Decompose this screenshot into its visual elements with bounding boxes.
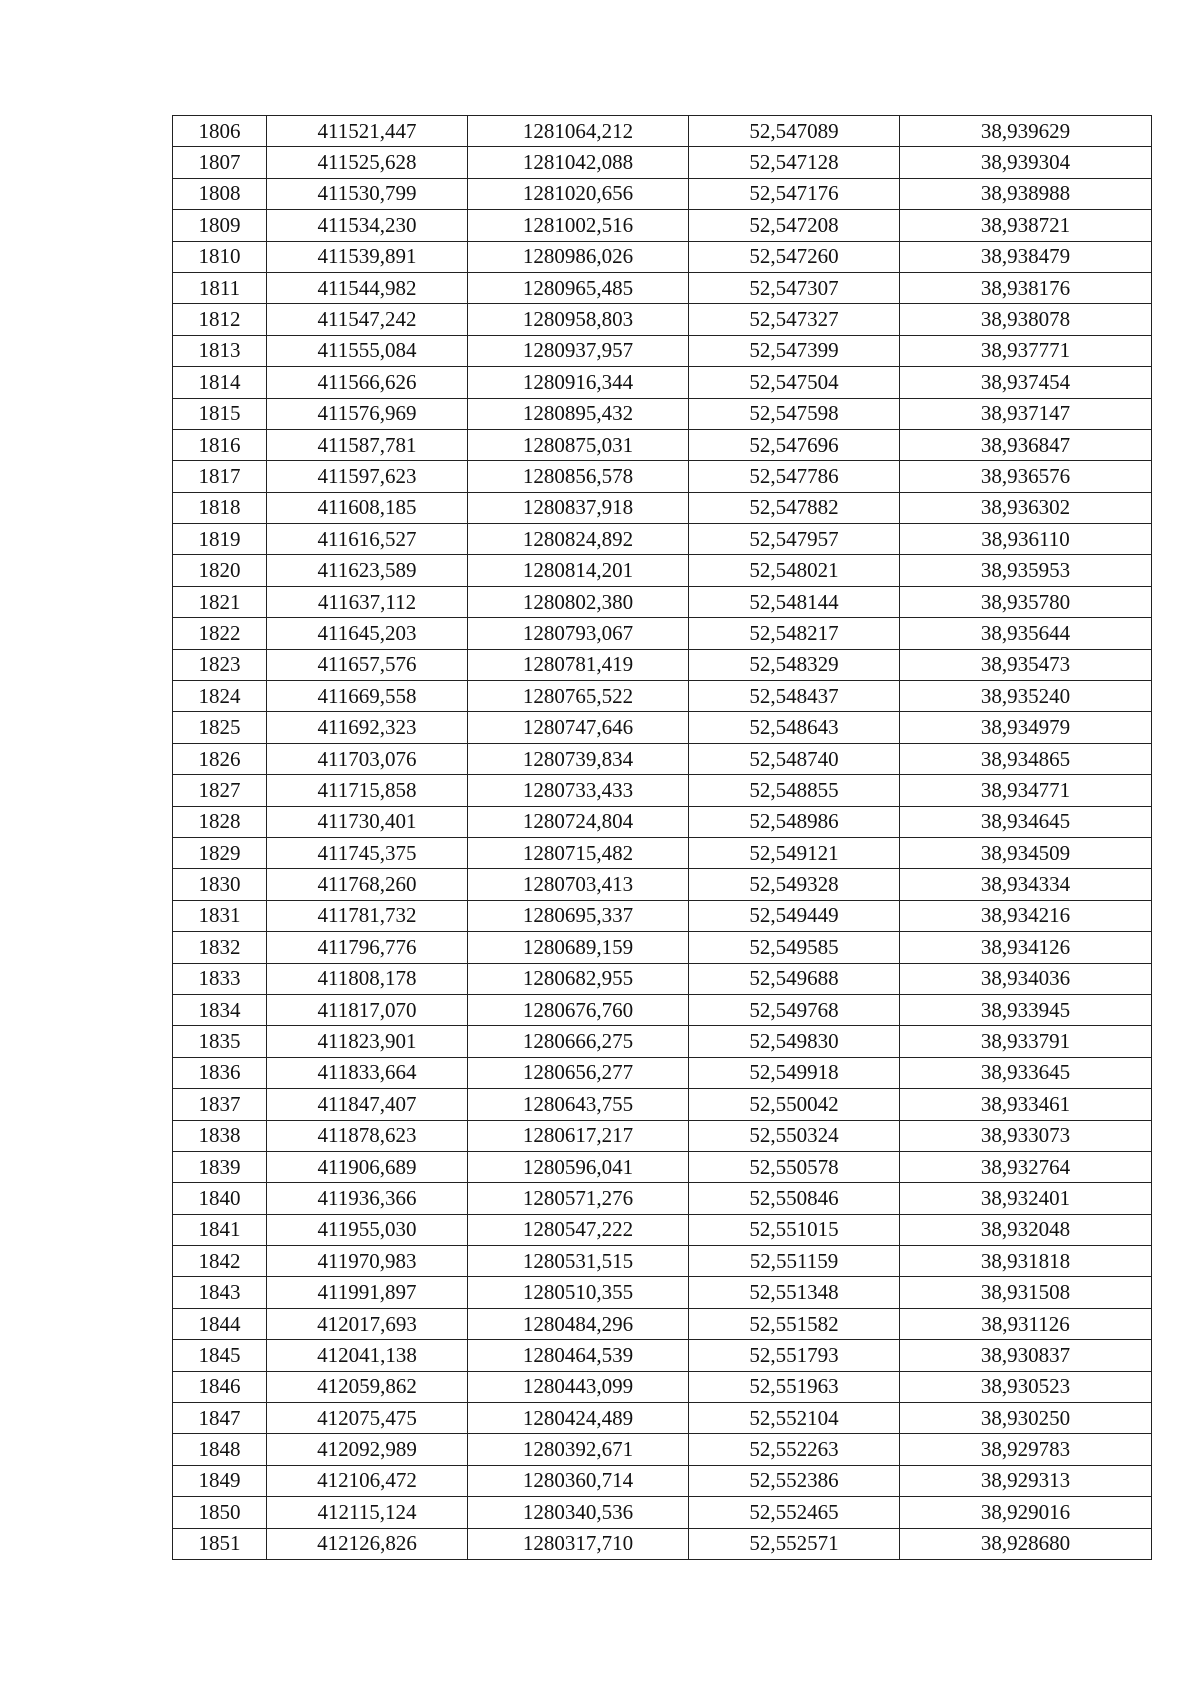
x-coordinate-cell: 412017,693 [267,1308,468,1339]
longitude-cell: 38,939629 [900,116,1152,147]
table-row [173,649,1152,680]
table-row [173,1277,1152,1308]
x-coordinate-cell: 411534,230 [267,210,468,241]
longitude-cell: 38,933073 [900,1120,1152,1151]
table-row [173,1497,1152,1528]
latitude-cell: 52,547957 [689,524,900,555]
y-coordinate-cell: 1280895,432 [468,398,689,429]
y-coordinate-cell: 1280695,337 [468,900,689,931]
point-number-cell: 1816 [173,429,267,460]
longitude-cell: 38,936847 [900,429,1152,460]
x-coordinate-cell: 411525,628 [267,147,468,178]
point-number-cell: 1836 [173,1057,267,1088]
x-coordinate-cell: 411616,527 [267,524,468,555]
table-row [173,367,1152,398]
longitude-cell: 38,938176 [900,272,1152,303]
latitude-cell: 52,548329 [689,649,900,680]
table-row [173,241,1152,272]
x-coordinate-cell: 411657,576 [267,649,468,680]
longitude-cell: 38,933461 [900,1089,1152,1120]
x-coordinate-cell: 411781,732 [267,900,468,931]
point-number-cell: 1840 [173,1183,267,1214]
table-row [173,1089,1152,1120]
latitude-cell: 52,548986 [689,806,900,837]
longitude-cell: 38,938479 [900,241,1152,272]
latitude-cell: 52,551348 [689,1277,900,1308]
x-coordinate-cell: 411645,203 [267,618,468,649]
x-coordinate-cell: 411669,558 [267,681,468,712]
latitude-cell: 52,548643 [689,712,900,743]
point-number-cell: 1811 [173,272,267,303]
x-coordinate-cell: 411991,897 [267,1277,468,1308]
point-number-cell: 1850 [173,1497,267,1528]
y-coordinate-cell: 1280484,296 [468,1308,689,1339]
longitude-cell: 38,938721 [900,210,1152,241]
x-coordinate-cell: 411608,185 [267,492,468,523]
point-number-cell: 1825 [173,712,267,743]
table-row [173,272,1152,303]
x-coordinate-cell: 411955,030 [267,1214,468,1245]
x-coordinate-cell: 411692,323 [267,712,468,743]
y-coordinate-cell: 1281020,656 [468,178,689,209]
point-number-cell: 1837 [173,1089,267,1120]
table-row [173,147,1152,178]
y-coordinate-cell: 1280643,755 [468,1089,689,1120]
longitude-cell: 38,928680 [900,1528,1152,1559]
y-coordinate-cell: 1280424,489 [468,1403,689,1434]
longitude-cell: 38,937147 [900,398,1152,429]
longitude-cell: 38,933945 [900,994,1152,1025]
longitude-cell: 38,930250 [900,1403,1152,1434]
point-number-cell: 1832 [173,932,267,963]
table-row [173,712,1152,743]
longitude-cell: 38,934771 [900,775,1152,806]
latitude-cell: 52,547327 [689,304,900,335]
longitude-cell: 38,932048 [900,1214,1152,1245]
x-coordinate-cell: 411833,664 [267,1057,468,1088]
latitude-cell: 52,551015 [689,1214,900,1245]
y-coordinate-cell: 1281064,212 [468,116,689,147]
point-number-cell: 1813 [173,335,267,366]
table-row [173,555,1152,586]
latitude-cell: 52,552465 [689,1497,900,1528]
latitude-cell: 52,549328 [689,869,900,900]
latitude-cell: 52,547786 [689,461,900,492]
point-number-cell: 1851 [173,1528,267,1559]
point-number-cell: 1809 [173,210,267,241]
x-coordinate-cell: 412106,472 [267,1465,468,1496]
x-coordinate-cell: 411587,781 [267,429,468,460]
x-coordinate-cell: 411730,401 [267,806,468,837]
point-number-cell: 1808 [173,178,267,209]
y-coordinate-cell: 1280875,031 [468,429,689,460]
latitude-cell: 52,548144 [689,586,900,617]
y-coordinate-cell: 1280531,515 [468,1246,689,1277]
x-coordinate-cell: 412059,862 [267,1371,468,1402]
longitude-cell: 38,935473 [900,649,1152,680]
point-number-cell: 1814 [173,367,267,398]
y-coordinate-cell: 1280666,275 [468,1026,689,1057]
table-row [173,1151,1152,1182]
x-coordinate-cell: 411817,070 [267,994,468,1025]
latitude-cell: 52,548021 [689,555,900,586]
longitude-cell: 38,934865 [900,743,1152,774]
point-number-cell: 1806 [173,116,267,147]
point-number-cell: 1835 [173,1026,267,1057]
latitude-cell: 52,550042 [689,1089,900,1120]
x-coordinate-cell: 412041,138 [267,1340,468,1371]
table-row [173,586,1152,617]
latitude-cell: 52,547504 [689,367,900,398]
x-coordinate-cell: 411530,799 [267,178,468,209]
latitude-cell: 52,549449 [689,900,900,931]
longitude-cell: 38,938988 [900,178,1152,209]
latitude-cell: 52,551963 [689,1371,900,1402]
latitude-cell: 52,547128 [689,147,900,178]
y-coordinate-cell: 1280547,222 [468,1214,689,1245]
y-coordinate-cell: 1280747,646 [468,712,689,743]
table-row [173,1403,1152,1434]
y-coordinate-cell: 1280824,892 [468,524,689,555]
point-number-cell: 1817 [173,461,267,492]
x-coordinate-cell: 411555,084 [267,335,468,366]
longitude-cell: 38,934216 [900,900,1152,931]
longitude-cell: 38,933791 [900,1026,1152,1057]
x-coordinate-cell: 411745,375 [267,837,468,868]
y-coordinate-cell: 1280715,482 [468,837,689,868]
table-row [173,681,1152,712]
y-coordinate-cell: 1280814,201 [468,555,689,586]
latitude-cell: 52,550578 [689,1151,900,1182]
x-coordinate-cell: 411623,589 [267,555,468,586]
table-row [173,461,1152,492]
table-row [173,1026,1152,1057]
table-row [173,304,1152,335]
x-coordinate-cell: 411936,366 [267,1183,468,1214]
x-coordinate-cell: 411906,689 [267,1151,468,1182]
x-coordinate-cell: 411715,858 [267,775,468,806]
x-coordinate-cell: 412092,989 [267,1434,468,1465]
table-row [173,743,1152,774]
x-coordinate-cell: 411847,407 [267,1089,468,1120]
table-row [173,1057,1152,1088]
x-coordinate-cell: 411576,969 [267,398,468,429]
latitude-cell: 52,551159 [689,1246,900,1277]
y-coordinate-cell: 1280676,760 [468,994,689,1025]
x-coordinate-cell: 411597,623 [267,461,468,492]
longitude-cell: 38,935953 [900,555,1152,586]
point-number-cell: 1819 [173,524,267,555]
latitude-cell: 52,552263 [689,1434,900,1465]
y-coordinate-cell: 1280765,522 [468,681,689,712]
x-coordinate-cell: 411547,242 [267,304,468,335]
latitude-cell: 52,548740 [689,743,900,774]
point-number-cell: 1826 [173,743,267,774]
latitude-cell: 52,548855 [689,775,900,806]
coordinates-table [172,115,1152,1560]
latitude-cell: 52,549688 [689,963,900,994]
latitude-cell: 52,548437 [689,681,900,712]
latitude-cell: 52,549918 [689,1057,900,1088]
latitude-cell: 52,547176 [689,178,900,209]
point-number-cell: 1831 [173,900,267,931]
latitude-cell: 52,549585 [689,932,900,963]
y-coordinate-cell: 1280689,159 [468,932,689,963]
latitude-cell: 52,547208 [689,210,900,241]
y-coordinate-cell: 1280916,344 [468,367,689,398]
x-coordinate-cell: 412115,124 [267,1497,468,1528]
table-row [173,932,1152,963]
y-coordinate-cell: 1280682,955 [468,963,689,994]
latitude-cell: 52,547307 [689,272,900,303]
point-number-cell: 1842 [173,1246,267,1277]
y-coordinate-cell: 1280464,539 [468,1340,689,1371]
y-coordinate-cell: 1280392,671 [468,1434,689,1465]
y-coordinate-cell: 1280340,536 [468,1497,689,1528]
x-coordinate-cell: 411878,623 [267,1120,468,1151]
y-coordinate-cell: 1280703,413 [468,869,689,900]
y-coordinate-cell: 1281002,516 [468,210,689,241]
latitude-cell: 52,547399 [689,335,900,366]
table-row [173,1465,1152,1496]
table-row [173,618,1152,649]
y-coordinate-cell: 1280360,714 [468,1465,689,1496]
table-row [173,963,1152,994]
longitude-cell: 38,935644 [900,618,1152,649]
latitude-cell: 52,547598 [689,398,900,429]
point-number-cell: 1821 [173,586,267,617]
table-row [173,837,1152,868]
y-coordinate-cell: 1280837,918 [468,492,689,523]
table-row [173,1340,1152,1371]
y-coordinate-cell: 1280937,957 [468,335,689,366]
point-number-cell: 1818 [173,492,267,523]
longitude-cell: 38,937454 [900,367,1152,398]
longitude-cell: 38,933645 [900,1057,1152,1088]
table-row [173,1214,1152,1245]
point-number-cell: 1843 [173,1277,267,1308]
latitude-cell: 52,547882 [689,492,900,523]
point-number-cell: 1830 [173,869,267,900]
table-row [173,524,1152,555]
y-coordinate-cell: 1280986,026 [468,241,689,272]
longitude-cell: 38,937771 [900,335,1152,366]
latitude-cell: 52,551582 [689,1308,900,1339]
longitude-cell: 38,931126 [900,1308,1152,1339]
y-coordinate-cell: 1280802,380 [468,586,689,617]
longitude-cell: 38,932401 [900,1183,1152,1214]
longitude-cell: 38,930523 [900,1371,1152,1402]
x-coordinate-cell: 411768,260 [267,869,468,900]
x-coordinate-cell: 411539,891 [267,241,468,272]
longitude-cell: 38,934126 [900,932,1152,963]
y-coordinate-cell: 1280958,803 [468,304,689,335]
table-row [173,116,1152,147]
x-coordinate-cell: 411970,983 [267,1246,468,1277]
latitude-cell: 52,552104 [689,1403,900,1434]
y-coordinate-cell: 1280793,067 [468,618,689,649]
longitude-cell: 38,929313 [900,1465,1152,1496]
longitude-cell: 38,934645 [900,806,1152,837]
point-number-cell: 1820 [173,555,267,586]
y-coordinate-cell: 1280656,277 [468,1057,689,1088]
x-coordinate-cell: 411703,076 [267,743,468,774]
point-number-cell: 1824 [173,681,267,712]
latitude-cell: 52,551793 [689,1340,900,1371]
latitude-cell: 52,547696 [689,429,900,460]
table-row [173,806,1152,837]
longitude-cell: 38,931818 [900,1246,1152,1277]
table-row [173,1308,1152,1339]
y-coordinate-cell: 1280510,355 [468,1277,689,1308]
latitude-cell: 52,550846 [689,1183,900,1214]
table-row [173,1183,1152,1214]
point-number-cell: 1849 [173,1465,267,1496]
point-number-cell: 1838 [173,1120,267,1151]
longitude-cell: 38,929016 [900,1497,1152,1528]
latitude-cell: 52,547260 [689,241,900,272]
longitude-cell: 38,939304 [900,147,1152,178]
y-coordinate-cell: 1280724,804 [468,806,689,837]
point-number-cell: 1828 [173,806,267,837]
y-coordinate-cell: 1280596,041 [468,1151,689,1182]
table-row [173,1528,1152,1559]
longitude-cell: 38,936302 [900,492,1152,523]
latitude-cell: 52,548217 [689,618,900,649]
table-row [173,775,1152,806]
longitude-cell: 38,934979 [900,712,1152,743]
y-coordinate-cell: 1280739,834 [468,743,689,774]
y-coordinate-cell: 1280781,419 [468,649,689,680]
longitude-cell: 38,932764 [900,1151,1152,1182]
y-coordinate-cell: 1280856,578 [468,461,689,492]
point-number-cell: 1834 [173,994,267,1025]
longitude-cell: 38,929783 [900,1434,1152,1465]
longitude-cell: 38,935780 [900,586,1152,617]
x-coordinate-cell: 411823,901 [267,1026,468,1057]
x-coordinate-cell: 412075,475 [267,1403,468,1434]
table-row [173,335,1152,366]
table-row [173,900,1152,931]
latitude-cell: 52,552571 [689,1528,900,1559]
point-number-cell: 1848 [173,1434,267,1465]
y-coordinate-cell: 1281042,088 [468,147,689,178]
x-coordinate-cell: 411521,447 [267,116,468,147]
point-number-cell: 1833 [173,963,267,994]
x-coordinate-cell: 412126,826 [267,1528,468,1559]
latitude-cell: 52,549830 [689,1026,900,1057]
x-coordinate-cell: 411544,982 [267,272,468,303]
point-number-cell: 1812 [173,304,267,335]
point-number-cell: 1823 [173,649,267,680]
longitude-cell: 38,936576 [900,461,1152,492]
longitude-cell: 38,934036 [900,963,1152,994]
table-row [173,398,1152,429]
y-coordinate-cell: 1280965,485 [468,272,689,303]
point-number-cell: 1845 [173,1340,267,1371]
table-row [173,869,1152,900]
y-coordinate-cell: 1280443,099 [468,1371,689,1402]
x-coordinate-cell: 411637,112 [267,586,468,617]
point-number-cell: 1839 [173,1151,267,1182]
longitude-cell: 38,930837 [900,1340,1152,1371]
table-row [173,210,1152,241]
latitude-cell: 52,549768 [689,994,900,1025]
table-row [173,178,1152,209]
y-coordinate-cell: 1280733,433 [468,775,689,806]
table-row [173,1120,1152,1151]
y-coordinate-cell: 1280571,276 [468,1183,689,1214]
table-row [173,1371,1152,1402]
latitude-cell: 52,552386 [689,1465,900,1496]
table-row [173,492,1152,523]
table-row [173,1434,1152,1465]
longitude-cell: 38,938078 [900,304,1152,335]
x-coordinate-cell: 411796,776 [267,932,468,963]
coordinates-table-body [173,116,1152,1560]
point-number-cell: 1846 [173,1371,267,1402]
longitude-cell: 38,935240 [900,681,1152,712]
x-coordinate-cell: 411566,626 [267,367,468,398]
latitude-cell: 52,550324 [689,1120,900,1151]
longitude-cell: 38,934334 [900,869,1152,900]
longitude-cell: 38,936110 [900,524,1152,555]
point-number-cell: 1822 [173,618,267,649]
latitude-cell: 52,549121 [689,837,900,868]
point-number-cell: 1829 [173,837,267,868]
y-coordinate-cell: 1280617,217 [468,1120,689,1151]
point-number-cell: 1827 [173,775,267,806]
point-number-cell: 1815 [173,398,267,429]
table-row [173,1246,1152,1277]
longitude-cell: 38,934509 [900,837,1152,868]
table-row [173,429,1152,460]
x-coordinate-cell: 411808,178 [267,963,468,994]
latitude-cell: 52,547089 [689,116,900,147]
y-coordinate-cell: 1280317,710 [468,1528,689,1559]
longitude-cell: 38,931508 [900,1277,1152,1308]
point-number-cell: 1807 [173,147,267,178]
point-number-cell: 1847 [173,1403,267,1434]
table-row [173,994,1152,1025]
point-number-cell: 1810 [173,241,267,272]
point-number-cell: 1841 [173,1214,267,1245]
point-number-cell: 1844 [173,1308,267,1339]
